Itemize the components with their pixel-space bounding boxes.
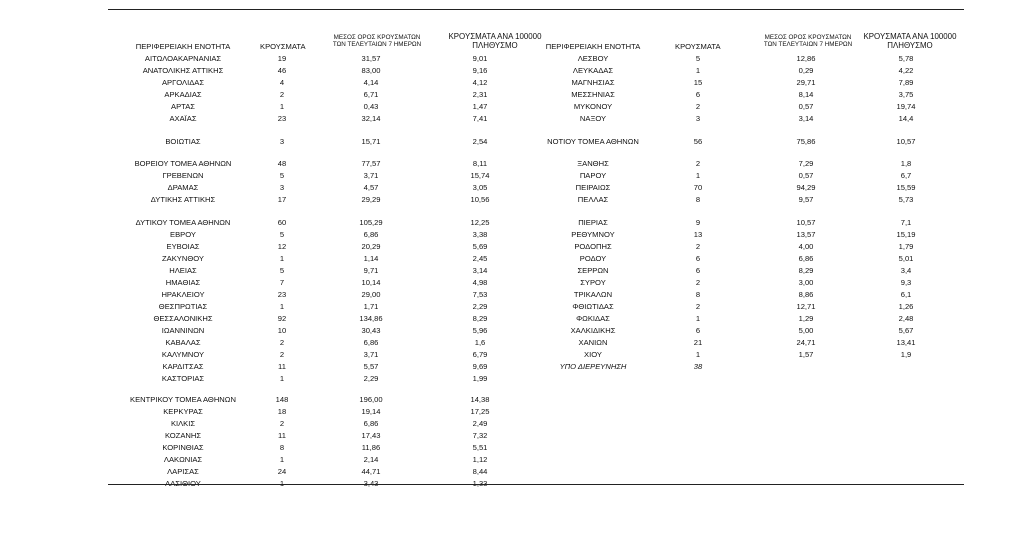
avg-7day-cell: 44,71 [361,467,381,476]
avg-7day-cell: 19,14 [361,407,381,416]
table-row [0,373,1024,385]
cases-cell: 6 [695,254,701,263]
cases-cell: 1 [279,479,285,488]
header-cases-label: ΚΡΟΥΣΜΑΤΑ [675,42,721,51]
avg-7day-cell: 4,00 [798,242,814,251]
cases-cell: 2 [695,302,701,311]
per-100k-cell: 1,79 [898,242,914,251]
table-row [0,89,1024,101]
region-name-cell: ΦΘΙΩΤΙΔΑΣ [572,302,614,311]
table-row [0,313,1024,325]
header-cases-right [675,43,719,52]
cases-cell: 7 [279,278,285,287]
cases-cell: 21 [693,338,703,347]
per-100k-cell: 5,96 [472,326,488,335]
header-per-line2: ΠΛΗΘΥΣΜΟ [472,41,518,51]
avg-7day-cell: 4,57 [363,183,379,192]
region-name-cell: ΧΑΝΙΩΝ [578,338,608,347]
avg-7day-cell: 196,00 [359,395,383,404]
header-avg-left [322,34,432,48]
region-name-cell: ΒΟΙΩΤΙΑΣ [165,137,201,146]
bottom-rule [108,484,964,485]
per-100k-cell: 6,7 [900,171,912,180]
cases-cell: 2 [695,159,701,168]
region-name-cell: ΠΑΡΟΥ [579,171,607,180]
cases-cell: 2 [279,350,285,359]
cases-cell: 56 [693,137,703,146]
cases-cell: 23 [277,114,287,123]
avg-7day-cell: 77,57 [361,159,381,168]
cases-cell: 18 [277,407,287,416]
avg-7day-cell: 29,00 [361,290,381,299]
header-per-line1: ΚΡΟΥΣΜΑΤΑ ΑΝΑ 100000 [863,32,957,41]
per-100k-cell: 2,31 [472,90,488,99]
region-name-cell: ΦΩΚΙΔΑΣ [576,314,610,323]
per-100k-cell: 2,29 [472,302,488,311]
cases-cell: 92 [277,314,287,323]
region-name-cell: ΞΑΝΘΗΣ [577,159,609,168]
per-100k-cell: 10,57 [896,137,916,146]
region-name-cell: ΔΥΤΙΚΗΣ ΑΤΤΙΚΗΣ [150,195,216,204]
avg-7day-cell: 0,57 [798,102,814,111]
header-avg-line1: ΜΕΣΟΣ ΟΡΟΣ ΚΡΟΥΣΜΑΤΩΝ [764,34,852,41]
avg-7day-cell: 8,86 [798,290,814,299]
region-name-cell: ΚΟΡΙΝΘΙΑΣ [162,443,204,452]
per-100k-cell: 1,12 [472,455,488,464]
per-100k-cell: 5,51 [472,443,488,452]
table-row [0,301,1024,313]
cases-cell: 60 [277,218,287,227]
per-100k-cell: 2,54 [472,137,488,146]
region-name-cell: ΚΑΡΔΙΤΣΑΣ [162,362,204,371]
region-name-cell: ΝΑΞΟΥ [579,114,607,123]
avg-7day-cell: 134,86 [359,314,383,323]
region-name-cell: ΘΕΣΠΡΩΤΙΑΣ [158,302,208,311]
region-name-cell: ΑΡΤΑΣ [171,102,195,111]
avg-7day-cell: 6,86 [363,338,379,347]
per-100k-cell: 9,69 [472,362,488,371]
per-100k-cell: 2,48 [898,314,914,323]
cases-cell: 2 [695,102,701,111]
avg-7day-cell: 20,29 [361,242,381,251]
avg-7day-cell: 17,43 [361,431,381,440]
table-row [0,277,1024,289]
avg-7day-cell: 6,71 [363,90,379,99]
avg-7day-cell: 5,00 [798,326,814,335]
per-100k-cell: 14,4 [898,114,914,123]
region-name-cell: ΚΕΡΚΥΡΑΣ [163,407,203,416]
per-100k-cell: 7,1 [900,218,912,227]
region-name-cell: ΜΥΚΟΝΟΥ [573,102,613,111]
cases-cell: 1 [695,171,701,180]
table-row [0,361,1024,373]
header-region-right [518,43,668,52]
per-100k-cell: 1,8 [900,159,912,168]
cases-cell: 70 [693,183,703,192]
table-row [0,136,1024,148]
region-name-cell: ΑΝΑΤΟΛΙΚΗΣ ΑΤΤΙΚΗΣ [142,66,224,75]
avg-7day-cell: 83,00 [361,66,381,75]
region-name-cell: ΒΟΡΕΙΟΥ ΤΟΜΕΑ ΑΘΗΝΩΝ [134,159,232,168]
table-row [0,349,1024,361]
avg-7day-cell: 4,14 [363,78,379,87]
per-100k-cell: 15,19 [896,230,916,239]
avg-7day-cell: 0,57 [798,171,814,180]
region-name-cell: ΚΕΝΤΡΙΚΟΥ ΤΟΜΕΑ ΑΘΗΝΩΝ [130,395,236,404]
table-row [0,406,1024,418]
cases-cell: 2 [279,419,285,428]
avg-7day-cell: 9,71 [363,266,379,275]
table-row [0,194,1024,206]
region-name-cell: ΤΡΙΚΑΛΩΝ [573,290,613,299]
table-row [0,170,1024,182]
avg-7day-cell: 11,86 [361,443,381,452]
cases-cell: 3 [279,137,285,146]
region-name-cell: ΥΠΟ ΔΙΕΡΕΥΝΗΣΗ [559,362,627,371]
cases-cell: 2 [279,338,285,347]
header-region-label: ΠΕΡΙΦΕΡΕΙΑΚΗ ΕΝΟΤΗΤΑ [135,42,231,51]
cases-cell: 1 [695,66,701,75]
region-name-cell: ΛΕΣΒΟΥ [577,54,609,63]
per-100k-cell: 14,38 [470,395,490,404]
region-name-cell: ΠΕΛΛΑΣ [577,195,609,204]
region-name-cell: ΛΑΚΩΝΙΑΣ [163,455,203,464]
per-100k-cell: 1,99 [472,374,488,383]
avg-7day-cell: 8,29 [798,266,814,275]
avg-7day-cell: 2,14 [363,455,379,464]
table-row [0,418,1024,430]
cases-cell: 38 [693,362,703,371]
header-avg-right [752,34,864,48]
per-100k-cell: 9,3 [900,278,912,287]
region-name-cell: ΚΑΣΤΟΡΙΑΣ [161,374,205,383]
cases-cell: 48 [277,159,287,168]
region-name-cell: ΡΕΘΥΜΝΟΥ [571,230,615,239]
region-name-cell: ΙΩΑΝΝΙΝΩΝ [161,326,205,335]
per-100k-cell: 1,9 [900,350,912,359]
per-100k-cell: 3,05 [472,183,488,192]
avg-7day-cell: 5,57 [363,362,379,371]
region-name-cell: ΣΥΡΟΥ [580,278,606,287]
avg-7day-cell: 6,86 [363,419,379,428]
avg-7day-cell: 9,57 [798,195,814,204]
per-100k-cell: 1,26 [898,302,914,311]
cases-cell: 1 [695,350,701,359]
table-row [0,101,1024,113]
cases-cell: 46 [277,66,287,75]
region-name-cell: ΚΟΖΑΝΗΣ [164,431,202,440]
avg-7day-cell: 7,29 [798,159,814,168]
cases-cell: 5 [279,266,285,275]
avg-7day-cell: 6,86 [798,254,814,263]
avg-7day-cell: 29,29 [361,195,381,204]
cases-cell: 5 [279,171,285,180]
region-name-cell: ΑΡΚΑΔΙΑΣ [164,90,202,99]
region-name-cell: ΧΙΟΥ [584,350,602,359]
table-row [0,430,1024,442]
per-100k-cell: 7,53 [472,290,488,299]
per-100k-cell: 2,45 [472,254,488,263]
per-100k-cell: 1,6 [474,338,486,347]
avg-7day-cell: 3,71 [363,171,379,180]
avg-7day-cell: 75,86 [796,137,816,146]
avg-7day-cell: 1,57 [798,350,814,359]
top-rule [108,9,964,10]
region-name-cell: ΧΑΛΚΙΔΙΚΗΣ [570,326,616,335]
per-100k-cell: 5,67 [898,326,914,335]
header-region-label: ΠΕΡΙΦΕΡΕΙΑΚΗ ΕΝΟΤΗΤΑ [545,42,641,51]
per-100k-cell: 1,33 [472,479,488,488]
region-name-cell: ΑΙΤΩΛΟΑΚΑΡΝΑΝΙΑΣ [144,54,222,63]
cases-cell: 19 [277,54,287,63]
avg-7day-cell: 6,86 [363,230,379,239]
per-100k-cell: 4,22 [898,66,914,75]
header-per-line2: ΠΛΗΘΥΣΜΟ [887,41,933,51]
header-region-left [108,43,258,52]
avg-7day-cell: 3,00 [798,278,814,287]
cases-cell: 2 [695,278,701,287]
per-100k-cell: 15,74 [470,171,490,180]
table-row [0,289,1024,301]
cases-cell: 6 [695,90,701,99]
header-avg-line1: ΜΕΣΟΣ ΟΡΟΣ ΚΡΟΥΣΜΑΤΩΝ [333,34,421,41]
region-name-cell: ΗΜΑΘΙΑΣ [165,278,201,287]
region-name-cell: ΜΑΓΝΗΣΙΑΣ [571,78,615,87]
cases-cell: 1 [279,254,285,263]
avg-7day-cell: 1,29 [798,314,814,323]
per-100k-cell: 6,79 [472,350,488,359]
region-name-cell: ΚΑΒΑΛΑΣ [165,338,201,347]
per-100k-cell: 19,74 [896,102,916,111]
per-100k-cell: 5,69 [472,242,488,251]
table-row [0,53,1024,65]
cases-cell: 4 [279,78,285,87]
region-name-cell: ΣΕΡΡΩΝ [577,266,609,275]
avg-7day-cell: 105,29 [359,218,383,227]
cases-cell: 1 [279,102,285,111]
cases-cell: 6 [695,326,701,335]
region-name-cell: ΛΑΡΙΣΑΣ [167,467,199,476]
per-100k-cell: 9,16 [472,66,488,75]
per-100k-cell: 3,14 [472,266,488,275]
avg-7day-cell: 32,14 [361,114,381,123]
cases-cell: 1 [279,455,285,464]
cases-cell: 2 [695,242,701,251]
cases-cell: 148 [275,395,289,404]
per-100k-cell: 13,41 [896,338,916,347]
per-100k-cell: 9,01 [472,54,488,63]
region-name-cell: ΠΕΙΡΑΙΩΣ [575,183,611,192]
avg-7day-cell: 0,29 [798,66,814,75]
cases-cell: 2 [279,90,285,99]
region-name-cell: ΚΑΛΥΜΝΟΥ [161,350,205,359]
per-100k-cell: 8,11 [472,159,488,168]
cases-cell: 8 [695,195,701,204]
region-name-cell: ΕΥΒΟΙΑΣ [166,242,200,251]
table-row [0,325,1024,337]
per-100k-cell: 8,44 [472,467,488,476]
avg-7day-cell: 1,71 [363,302,379,311]
avg-7day-cell: 0,43 [363,102,379,111]
per-100k-cell: 7,89 [898,78,914,87]
region-name-cell: ΑΧΑΪΑΣ [169,114,197,123]
region-name-cell: ΕΒΡΟΥ [170,230,196,239]
region-name-cell: ΛΕΥΚΑΔΑΣ [572,66,614,75]
avg-7day-cell: 2,29 [363,374,379,383]
cases-cell: 3 [279,183,285,192]
table-row [0,158,1024,170]
per-100k-cell: 5,01 [898,254,914,263]
cases-cell: 17 [277,195,287,204]
header-per-right [860,32,960,50]
cases-cell: 24 [277,467,287,476]
per-100k-cell: 3,4 [900,266,912,275]
avg-7day-cell: 12,71 [796,302,816,311]
table-row [0,182,1024,194]
region-name-cell: ΜΕΣΣΗΝΙΑΣ [571,90,615,99]
cases-cell: 15 [693,78,703,87]
cases-cell: 1 [279,374,285,383]
table-row [0,337,1024,349]
avg-7day-cell: 8,14 [798,90,814,99]
avg-7day-cell: 12,86 [796,54,816,63]
cases-cell: 6 [695,266,701,275]
region-name-cell: ΚΙΛΚΙΣ [170,419,196,428]
avg-7day-cell: 94,29 [796,183,816,192]
avg-7day-cell: 31,57 [361,54,381,63]
per-100k-cell: 5,78 [898,54,914,63]
per-100k-cell: 15,59 [896,183,916,192]
region-name-cell: ΖΑΚΥΝΘΟΥ [162,254,204,263]
cases-cell: 5 [695,54,701,63]
cases-cell: 8 [279,443,285,452]
cases-cell: 5 [279,230,285,239]
per-100k-cell: 7,32 [472,431,488,440]
table-row [0,113,1024,125]
table-row [0,241,1024,253]
per-100k-cell: 6,1 [900,290,912,299]
region-name-cell: ΗΡΑΚΛΕΙΟΥ [161,290,205,299]
table-row [0,466,1024,478]
header-cases-left [260,43,304,52]
table-row [0,253,1024,265]
per-100k-cell: 10,56 [470,195,490,204]
region-name-cell: ΛΑΣΙΘΙΟΥ [165,479,201,488]
region-name-cell: ΑΡΓΟΛΙΔΑΣ [161,78,205,87]
cases-cell: 1 [279,302,285,311]
table-row [0,229,1024,241]
header-avg-line2: ΤΩΝ ΤΕΛΕΥΤΑΙΩΝ 7 ΗΜΕΡΩΝ [332,41,422,49]
region-name-cell: ΝΟΤΙΟΥ ΤΟΜΕΑ ΑΘΗΝΩΝ [547,137,639,146]
avg-7day-cell: 1,14 [363,254,379,263]
cases-cell: 1 [695,314,701,323]
table-row [0,77,1024,89]
table-row [0,442,1024,454]
region-name-cell: ΔΡΑΜΑΣ [167,183,199,192]
region-name-cell: ΠΙΕΡΙΑΣ [578,218,608,227]
region-name-cell: ΓΡΕΒΕΝΩΝ [162,171,204,180]
table-row [0,454,1024,466]
avg-7day-cell: 13,57 [796,230,816,239]
avg-7day-cell: 3,14 [798,114,814,123]
per-100k-cell: 17,25 [470,407,490,416]
table-row [0,394,1024,406]
header-cases-label: ΚΡΟΥΣΜΑΤΑ [260,42,306,51]
header-per-line1: ΚΡΟΥΣΜΑΤΑ ΑΝΑ 100000 [448,32,542,41]
cases-cell: 11 [278,362,286,371]
avg-7day-cell: 15,71 [361,137,381,146]
avg-7day-cell: 30,43 [361,326,381,335]
per-100k-cell: 7,41 [472,114,488,123]
cases-cell: 13 [693,230,703,239]
per-100k-cell: 5,73 [898,195,914,204]
region-name-cell: ΡΟΔΟΠΗΣ [574,242,612,251]
cases-cell: 10 [277,326,287,335]
table-row [0,265,1024,277]
per-100k-cell: 2,49 [472,419,488,428]
region-name-cell: ΔΥΤΙΚΟΥ ΤΟΜΕΑ ΑΘΗΝΩΝ [135,218,231,227]
avg-7day-cell: 24,71 [796,338,816,347]
per-100k-cell: 12,25 [470,218,490,227]
per-100k-cell: 3,38 [472,230,488,239]
cases-cell: 12 [277,242,287,251]
cases-cell: 23 [277,290,287,299]
per-100k-cell: 4,12 [472,78,488,87]
per-100k-cell: 8,29 [472,314,488,323]
region-name-cell: ΡΟΔΟΥ [579,254,607,263]
table-row [0,65,1024,77]
avg-7day-cell: 10,57 [796,218,816,227]
avg-7day-cell: 10,14 [361,278,381,287]
per-100k-cell: 3,75 [898,90,914,99]
cases-cell: 9 [695,218,701,227]
cases-cell: 8 [695,290,701,299]
avg-7day-cell: 29,71 [796,78,816,87]
header-avg-line2: ΤΩΝ ΤΕΛΕΥΤΑΙΩΝ 7 ΗΜΕΡΩΝ [763,41,853,49]
per-100k-cell: 4,98 [472,278,488,287]
avg-7day-cell: 3,43 [363,479,379,488]
cases-cell: 3 [695,114,701,123]
table-row [0,217,1024,229]
cases-cell: 11 [278,431,286,440]
avg-7day-cell: 3,71 [363,350,379,359]
region-name-cell: ΘΕΣΣΑΛΟΝΙΚΗΣ [153,314,213,323]
per-100k-cell: 1,47 [472,102,488,111]
region-name-cell: ΗΛΕΙΑΣ [169,266,197,275]
